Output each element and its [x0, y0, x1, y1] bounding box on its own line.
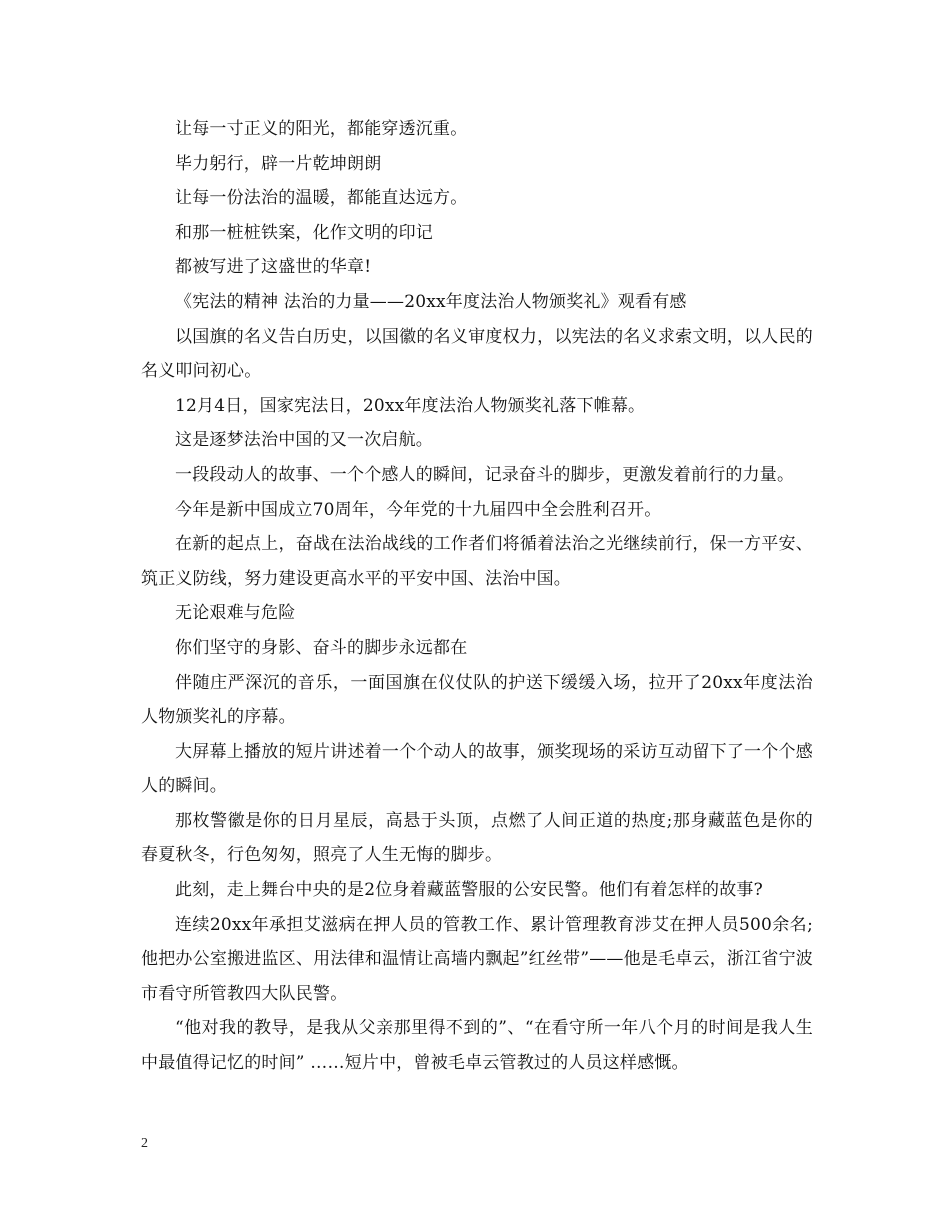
paragraph: 一段段动人的故事、一个个感人的瞬间，记录奋斗的脚步，更激发着前行的力量。 — [175, 464, 795, 485]
paragraph: 毕力躬行，辟一片乾坤朗朗 — [175, 153, 382, 174]
paragraph: 12月4日，国家宪法日，20xx年度法治人物颁奖礼落下帷幕。 — [175, 395, 646, 416]
paragraph: 此刻，走上舞台中央的是2位身着藏蓝警服的公安民警。他们有着怎样的故事? — [175, 880, 763, 901]
paragraph: 这是逐梦法治中国的又一次启航。 — [175, 430, 433, 451]
document-body — [141, 112, 813, 1081]
paragraph: 以国旗的名义告白历史，以国徽的名义审度权力，以宪法的名义求索文明，以人民的名义叩问初心。 — [141, 326, 813, 382]
page-number: 2 — [141, 1136, 148, 1151]
paragraph: 伴随庄严深沉的音乐，一面国旗在仪仗队的护送下缓缓入场，拉开了20xx年度法治人物颁奖礼的序幕。 — [141, 672, 813, 728]
paragraph: 让每一份法治的温暖，都能直达远方。 — [175, 188, 468, 209]
paragraph: 你们坚守的身影、奋斗的脚步永远都在 — [175, 637, 468, 658]
paragraph: 和那一桩桩铁案，化作文明的印记 — [175, 222, 433, 243]
paragraph: 在新的起点上，奋战在法治战线的工作者们将循着法治之光继续前行，保一方平安、筑正义防线，努力建设更高水平的平安中国、法治中国。 — [141, 534, 813, 589]
paragraph: 大屏幕上播放的短片讲述着一个个动人的故事，颁奖现场的采访互动留下了一个个感人的瞬间。 — [141, 741, 813, 797]
paragraph: 那枚警徽是你的日月星辰，高悬于头顶，点燃了人间正道的热度;那身藏蓝色是你的春夏秋冬，行色匆匆，照亮了人生无悔的脚步。 — [141, 810, 813, 866]
paragraph: 连续20xx年承担艾滋病在押人员的管教工作、累计管理教育涉艾在押人员500余名;他把办公室搬进监区、用法律和温情让高墙内飘起”红丝带”——他是毛卓云，浙江省宁波市看守所管教四大队民警。 — [141, 914, 813, 1004]
paragraph: 让每一寸正义的阳光，都能穿透沉重。 — [175, 119, 468, 139]
paragraph: 无论艰难与危险 — [175, 603, 296, 624]
paragraph: 今年是新中国成立70周年，今年党的十九届四中全会胜利召开。 — [175, 499, 662, 520]
paragraph: “他对我的教导，是我从父亲那里得不到的”、“在看守所一年八个月的时间是我人生中最值得记忆的时间” ……短片中，曾被毛卓云管教过的人员这样感慨。 — [141, 1018, 813, 1074]
section-title: 《宪法的精神 法治的力量——20xx年度法治人物颁奖礼》观看有感 — [175, 291, 687, 312]
paragraph: 都被写进了这盛世的华章! — [175, 257, 372, 278]
